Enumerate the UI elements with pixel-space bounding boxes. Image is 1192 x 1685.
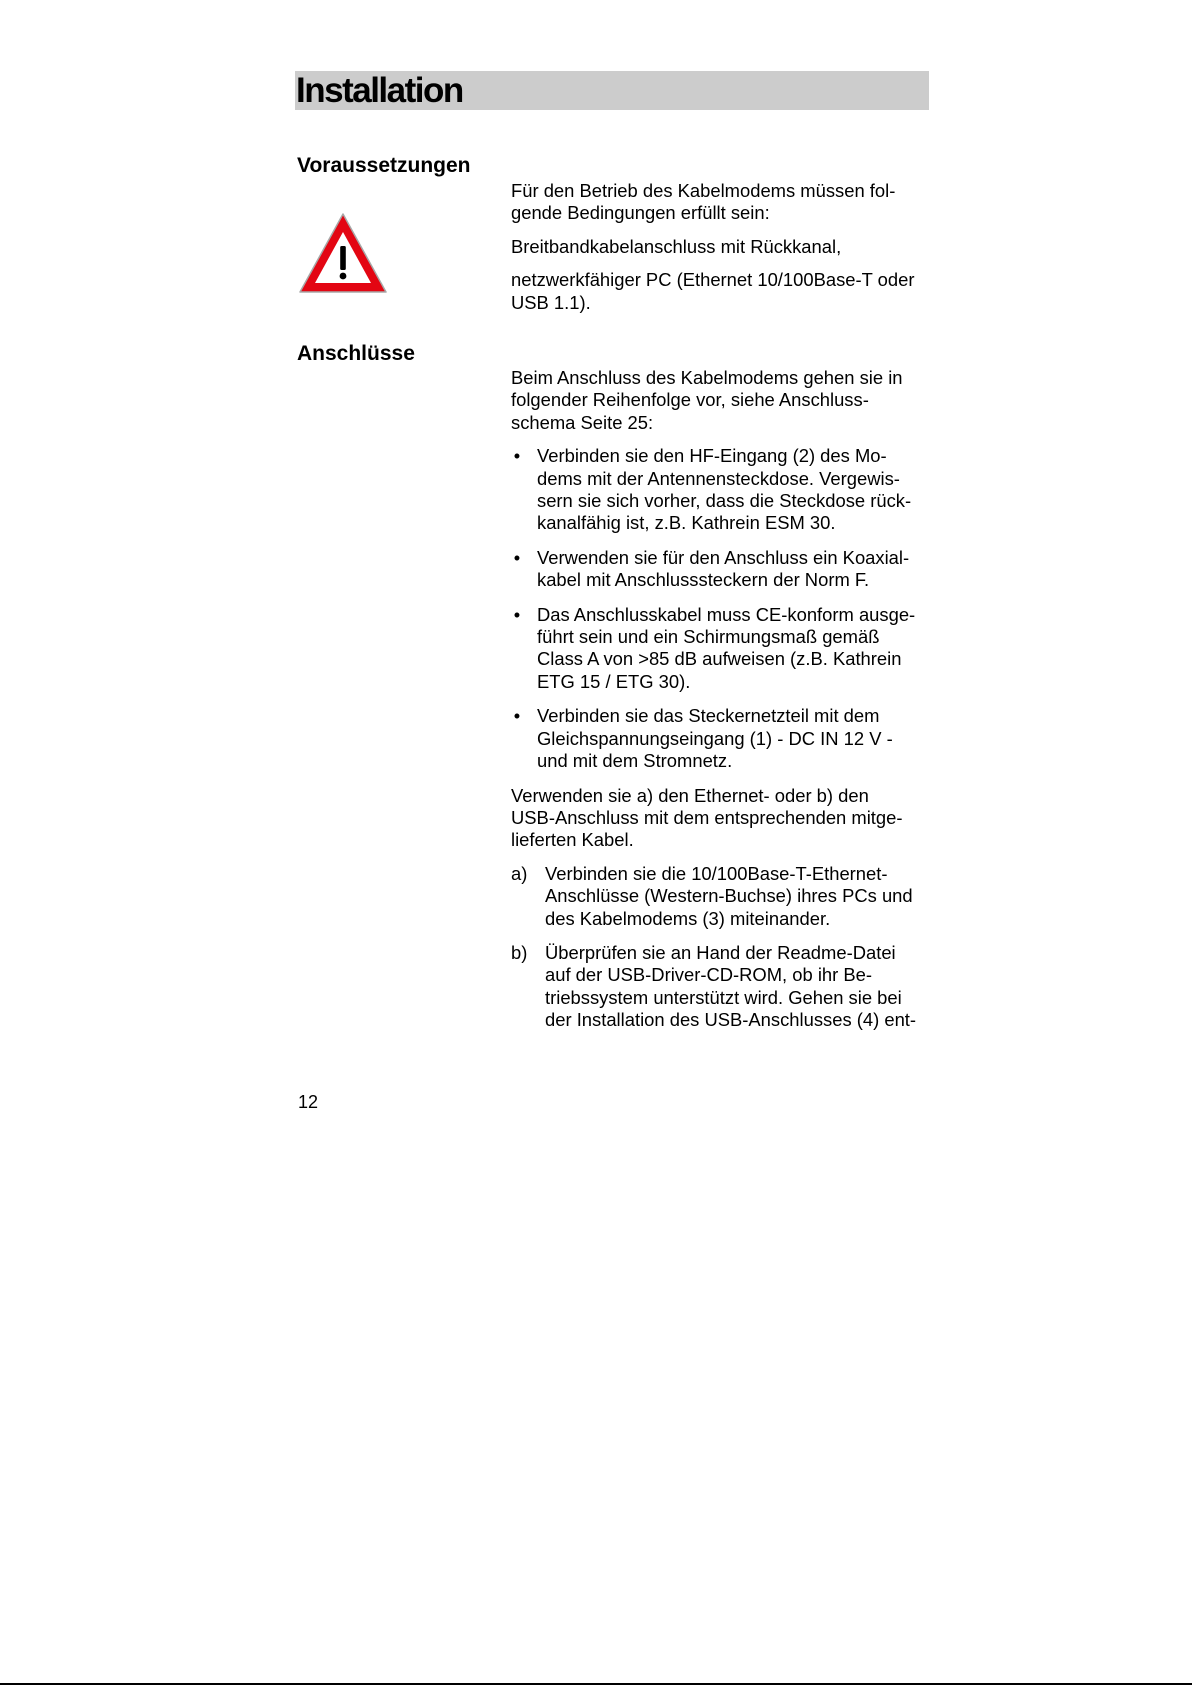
text-line: Verbinden sie den HF-Eingang (2) des Mo- [537,445,887,467]
text-line: Überprüfen sie an Hand der Readme-Datei [545,941,896,963]
connections-heading: Anschlüsse [297,342,415,365]
page-number: 12 [298,1092,319,1112]
bullet-icon: • [513,546,521,568]
text-line: Verbinden sie die 10/100Base-T-Ethernet- [545,862,888,884]
text-line: Verwenden sie a) den Ethernet- oder b) den [511,784,869,806]
connections-text [511,367,931,1044]
bullet-item [511,445,931,535]
warning-triangle-icon [296,210,390,296]
requirements-text [511,180,931,325]
text-line: Für den Betrieb des Kabelmodems müssen fol- [511,180,896,201]
requirements-intro [511,180,931,225]
text-line: gende Bedingungen erfüllt sein: [511,202,770,224]
text-line: führt sein und ein Schirmungsmaß gemäß [537,626,880,648]
requirement-item [511,236,931,258]
text-line: sern sie sich vorher, dass die Steckdose rück- [537,490,912,512]
text-line: triebssystem unterstützt wird. Gehen sie bei [545,986,902,1008]
text-line: Class A von >85 dB aufweisen (z.B. Kathrein [537,648,902,670]
text-line: und mit dem Stromnetz. [537,750,733,772]
text-line: dems mit der Antennensteckdose. Vergewis- [537,467,900,489]
text-line: Verbinden sie das Steckernetzteil mit dem [537,705,880,727]
usage-paragraph [511,785,931,852]
requirements-heading: Voraussetzungen [297,154,471,177]
requirement-item [511,269,931,314]
text-line: Das Anschlusskabel muss CE-konform ausge- [537,603,916,625]
text-line: USB 1.1). [511,291,591,313]
text-line: folgender Reihenfolge vor, siehe Anschluss- [511,389,869,411]
option-b-marker: b) [511,941,528,963]
text-line: Anschlüsse (Western-Buchse) ihres PCs und [545,885,913,907]
bullet-item [511,604,931,694]
page-title: Installation [296,71,463,110]
option-a-marker: a) [511,862,528,884]
text-line: netzwerkfähiger PC (Ethernet 10/100Base-T oder [511,269,915,291]
text-line: des Kabelmodems (3) miteinander. [545,907,831,929]
bullet-icon: • [513,445,521,467]
option-a-item [511,863,931,930]
text-line: kanalfähig ist, z.B. Kathrein ESM 30. [537,512,836,534]
bullet-item [511,547,931,592]
bullet-icon: • [513,603,521,625]
bullet-item [511,705,931,772]
text-line: der Installation des USB-Anschlusses (4) ent- [545,1009,917,1031]
text-line: USB-Anschluss mit dem entsprechenden mitge- [511,806,903,828]
option-b-item [511,942,931,1032]
text-line: Verwenden sie für den Anschluss ein Koaxial- [537,546,910,568]
text-line: Gleichspannungseingang (1) - DC IN 12 V - [537,727,893,749]
text-line: auf der USB-Driver-CD-ROM, ob ihr Be- [545,964,873,986]
text-line: lieferten Kabel. [511,829,634,851]
text-line: kabel mit Anschlusssteckern der Norm F. [537,569,870,591]
text-line: Breitbandkabelanschluss mit Rückkanal, [511,235,842,257]
text-line: Beim Anschluss des Kabelmodems gehen sie in [511,367,903,388]
connections-intro [511,367,931,434]
text-line: ETG 15 / ETG 30). [537,670,691,692]
text-line: schema Seite 25: [511,411,654,433]
bullet-icon: • [513,705,521,727]
